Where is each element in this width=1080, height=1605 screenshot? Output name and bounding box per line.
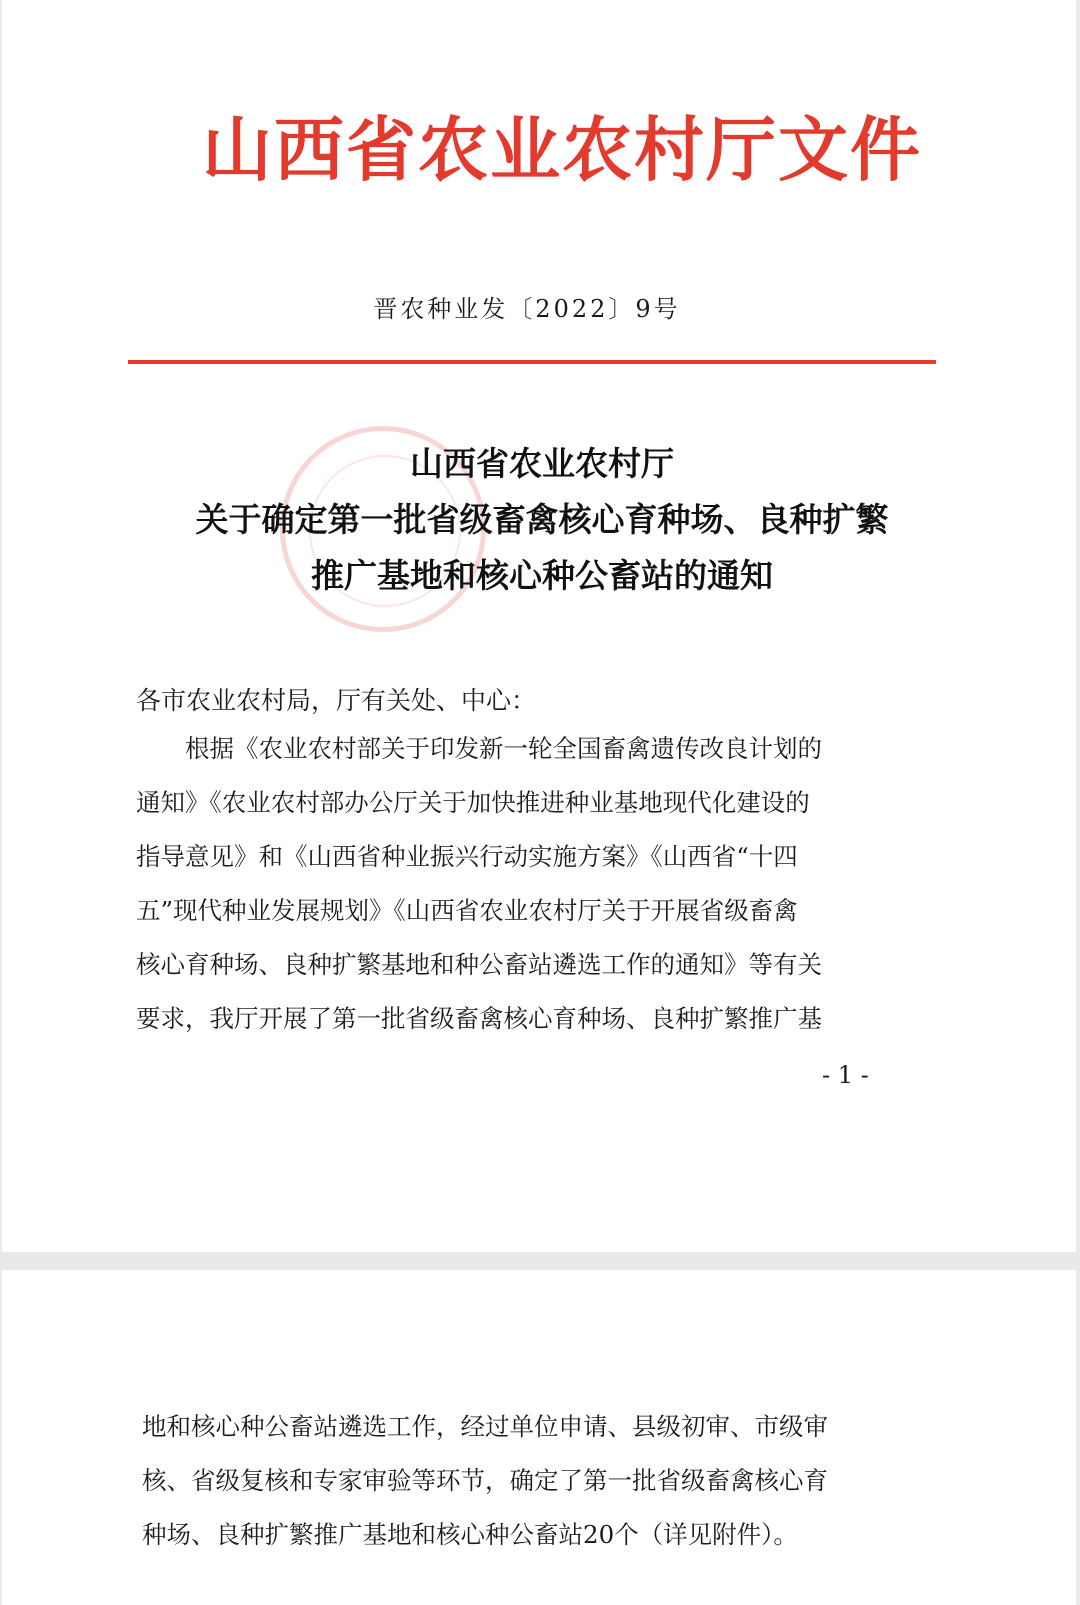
addressee-line: 各市农业农村局，厅有关处、中心：	[136, 686, 537, 715]
notice-title	[102, 436, 982, 604]
body-line: 通知》《农业农村部办公厅关于加快推进种业基地现代化建设的	[136, 788, 810, 817]
notice-title-line-2: 关于确定第一批省级畜禽核心育种场、良种扩繁	[195, 500, 889, 539]
body-line: 要求，我厅开展了第一批省级畜禽核心育种场、良种扩繁推广基	[136, 1004, 822, 1033]
document-page-1	[2, 0, 1076, 1252]
body-line: 核、省级复核和专家审验等环节，确定了第一批省级畜禽核心育	[142, 1466, 828, 1495]
notice-title-line-1: 山西省农业农村厅	[410, 444, 674, 483]
body-line: 核心育种场、良种扩繁基地和种公畜站遴选工作的通知》等有关	[136, 950, 822, 979]
body-line: 根据《农业农村部关于印发新一轮全国畜禽遗传改良计划的	[136, 734, 822, 763]
document-number: 晋农种业发〔2022〕9号	[373, 295, 681, 323]
body-text-page-1	[136, 722, 926, 1046]
body-text-page-2	[142, 1400, 942, 1562]
page-number: - 1 -	[822, 1061, 869, 1089]
body-line: 五”现代种业发展规划》《山西省农业农村厅关于开展省级畜禽	[136, 896, 798, 925]
document-page-2	[2, 1270, 1076, 1605]
body-line: 种场、良种扩繁推广基地和核心种公畜站20个（详见附件）。	[142, 1520, 798, 1549]
body-line: 地和核心种公畜站遴选工作，经过单位申请、县级初审、市级审	[142, 1412, 828, 1441]
header-red-divider	[128, 360, 936, 364]
document-header-title: 山西省农业农村厅文件	[202, 108, 922, 191]
notice-title-line-3: 推广基地和核心种公畜站的通知	[311, 556, 773, 595]
body-line: 指导意见》和《山西省种业振兴行动实施方案》《山西省“十四	[136, 842, 798, 871]
